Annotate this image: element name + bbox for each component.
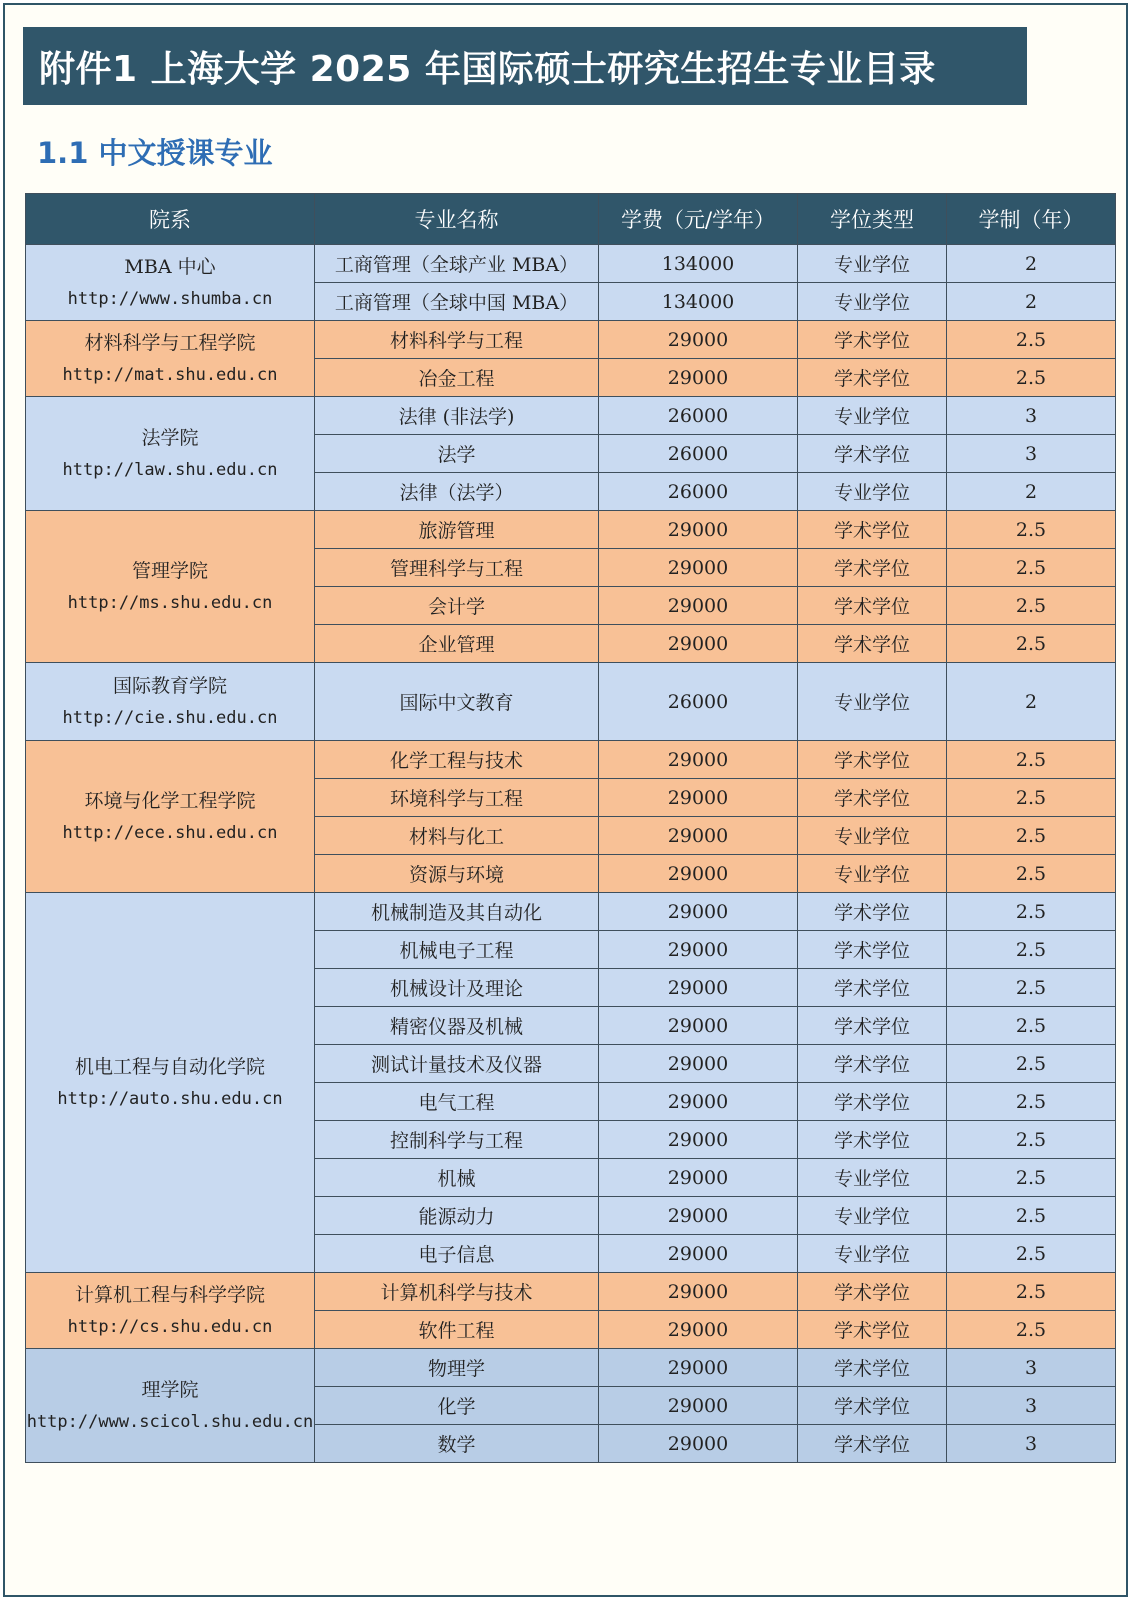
table-row [26,893,1116,931]
tuition-cell: 29000 [599,1235,798,1273]
header-department: 院系 [26,194,315,245]
tuition-cell: 26000 [599,397,798,435]
degree-type-cell: 专业学位 [798,1159,947,1197]
major-name-cell: 电气工程 [315,1083,599,1121]
tuition-cell: 29000 [599,1121,798,1159]
duration-cell: 2.5 [947,1007,1116,1045]
duration-cell: 2.5 [947,893,1116,931]
department-url: http://cs.shu.edu.cn [67,1316,273,1337]
degree-type-cell: 专业学位 [798,817,947,855]
department-url: http://cie.shu.edu.cn [62,707,278,728]
tuition-cell: 29000 [599,511,798,549]
tuition-cell: 26000 [599,435,798,473]
header-major: 专业名称 [315,194,599,245]
department-url: http://ms.shu.edu.cn [67,592,273,613]
tuition-cell: 29000 [599,1349,798,1387]
tuition-cell: 29000 [599,625,798,663]
degree-type-cell: 学术学位 [798,321,947,359]
department-cell [26,245,315,321]
duration-cell: 2.5 [947,1273,1116,1311]
duration-cell: 2.5 [947,817,1116,855]
tuition-cell: 29000 [599,1311,798,1349]
duration-cell: 2.5 [947,931,1116,969]
degree-type-cell: 学术学位 [798,893,947,931]
tuition-cell: 29000 [599,549,798,587]
tuition-cell: 29000 [599,1083,798,1121]
major-name-cell: 工商管理（全球产业 MBA） [315,245,599,283]
duration-cell: 2 [947,473,1116,511]
degree-type-cell: 专业学位 [798,1197,947,1235]
major-name-cell: 机械电子工程 [315,931,599,969]
major-name-cell: 材料与化工 [315,817,599,855]
major-name-cell: 法学 [315,435,599,473]
degree-type-cell: 学术学位 [798,779,947,817]
degree-type-cell: 学术学位 [798,1121,947,1159]
department-cell [26,663,315,741]
degree-type-cell: 学术学位 [798,1311,947,1349]
department-name: 法学院 [141,426,199,449]
duration-cell: 2.5 [947,359,1116,397]
tuition-cell: 29000 [599,1425,798,1463]
tuition-cell: 29000 [599,1007,798,1045]
degree-type-cell: 专业学位 [798,1235,947,1273]
duration-cell: 2.5 [947,969,1116,1007]
tuition-cell: 29000 [599,855,798,893]
degree-type-cell: 专业学位 [798,245,947,283]
tuition-cell: 29000 [599,359,798,397]
tuition-cell: 29000 [599,969,798,1007]
major-name-cell: 国际中文教育 [315,663,599,741]
department-url: http://ece.shu.edu.cn [62,822,278,843]
tuition-cell: 134000 [599,283,798,321]
degree-type-cell: 学术学位 [798,359,947,397]
major-catalog-table [25,193,1116,1463]
department-cell [26,397,315,511]
degree-type-cell: 学术学位 [798,1349,947,1387]
major-name-cell: 软件工程 [315,1311,599,1349]
degree-type-cell: 专业学位 [798,283,947,321]
degree-type-cell: 学术学位 [798,549,947,587]
department-url: http://www.scicol.shu.edu.cn [26,1411,314,1432]
duration-cell: 2 [947,283,1116,321]
major-name-cell: 物理学 [315,1349,599,1387]
duration-cell: 2 [947,663,1116,741]
degree-type-cell: 学术学位 [798,625,947,663]
major-name-cell: 企业管理 [315,625,599,663]
tuition-cell: 29000 [599,1387,798,1425]
tuition-cell: 29000 [599,321,798,359]
degree-type-cell: 学术学位 [798,969,947,1007]
tuition-cell: 29000 [599,779,798,817]
degree-type-cell: 学术学位 [798,1007,947,1045]
department-cell [26,1273,315,1349]
table-header-row [26,194,1116,245]
department-cell [26,1349,315,1463]
duration-cell: 2.5 [947,1045,1116,1083]
tuition-cell: 29000 [599,741,798,779]
duration-cell: 3 [947,397,1116,435]
tuition-cell: 29000 [599,817,798,855]
major-name-cell: 冶金工程 [315,359,599,397]
duration-cell: 2.5 [947,1311,1116,1349]
department-name: 材料科学与工程学院 [84,331,256,354]
major-name-cell: 管理科学与工程 [315,549,599,587]
department-cell [26,511,315,663]
department-url: http://www.shumba.cn [67,288,273,309]
department-name: 理学院 [141,1378,199,1401]
duration-cell: 2.5 [947,1121,1116,1159]
department-name: 环境与化学工程学院 [84,789,256,812]
document-page [3,3,1128,1597]
degree-type-cell: 专业学位 [798,397,947,435]
major-name-cell: 机械制造及其自动化 [315,893,599,931]
major-name-cell: 控制科学与工程 [315,1121,599,1159]
major-name-cell: 化学 [315,1387,599,1425]
duration-cell: 2.5 [947,625,1116,663]
table-row [26,245,1116,283]
degree-type-cell: 专业学位 [798,855,947,893]
degree-type-cell: 学术学位 [798,1425,947,1463]
table-row [26,1349,1116,1387]
duration-cell: 2.5 [947,1235,1116,1273]
document-title: 附件1 上海大学 2025 年国际硕士研究生招生专业目录 [39,48,936,90]
tuition-cell: 134000 [599,245,798,283]
degree-type-cell: 专业学位 [798,473,947,511]
section-heading: 1.1 中文授课专业 [37,136,273,170]
major-name-cell: 旅游管理 [315,511,599,549]
table-row [26,397,1116,435]
tuition-cell: 29000 [599,931,798,969]
degree-type-cell: 学术学位 [798,435,947,473]
duration-cell: 3 [947,1387,1116,1425]
duration-cell: 3 [947,435,1116,473]
duration-cell: 2.5 [947,511,1116,549]
department-name: 国际教育学院 [112,674,227,697]
department-name: 管理学院 [131,559,208,582]
duration-cell: 2.5 [947,1159,1116,1197]
degree-type-cell: 学术学位 [798,741,947,779]
tuition-cell: 29000 [599,1197,798,1235]
table-row [26,321,1116,359]
department-url: http://mat.shu.edu.cn [62,364,278,385]
duration-cell: 2.5 [947,549,1116,587]
department-cell [26,321,315,397]
major-name-cell: 精密仪器及机械 [315,1007,599,1045]
degree-type-cell: 学术学位 [798,1273,947,1311]
degree-type-cell: 学术学位 [798,1387,947,1425]
major-name-cell: 会计学 [315,587,599,625]
tuition-cell: 29000 [599,587,798,625]
department-name: MBA 中心 [124,255,216,278]
major-name-cell: 材料科学与工程 [315,321,599,359]
duration-cell: 2.5 [947,741,1116,779]
major-name-cell: 能源动力 [315,1197,599,1235]
major-name-cell: 资源与环境 [315,855,599,893]
tuition-cell: 29000 [599,1045,798,1083]
major-name-cell: 数学 [315,1425,599,1463]
degree-type-cell: 学术学位 [798,511,947,549]
degree-type-cell: 学术学位 [798,931,947,969]
department-url: http://law.shu.edu.cn [62,459,278,480]
table-row [26,511,1116,549]
department-name: 机电工程与自动化学院 [74,1055,265,1078]
duration-cell: 2.5 [947,1083,1116,1121]
department-cell [26,893,315,1273]
duration-cell: 3 [947,1425,1116,1463]
major-name-cell: 化学工程与技术 [315,741,599,779]
major-name-cell: 机械 [315,1159,599,1197]
degree-type-cell: 学术学位 [798,1045,947,1083]
major-name-cell: 法律 (非法学) [315,397,599,435]
department-url: http://auto.shu.edu.cn [57,1088,283,1109]
table-row [26,663,1116,741]
tuition-cell: 26000 [599,473,798,511]
title-banner [23,27,1027,105]
duration-cell: 2.5 [947,321,1116,359]
major-name-cell: 计算机科学与技术 [315,1273,599,1311]
department-cell [26,741,315,893]
major-name-cell: 电子信息 [315,1235,599,1273]
major-name-cell: 工商管理（全球中国 MBA） [315,283,599,321]
duration-cell: 3 [947,1349,1116,1387]
major-name-cell: 法律（法学） [315,473,599,511]
tuition-cell: 29000 [599,1273,798,1311]
major-name-cell: 测试计量技术及仪器 [315,1045,599,1083]
degree-type-cell: 学术学位 [798,1083,947,1121]
duration-cell: 2.5 [947,855,1116,893]
tuition-cell: 26000 [599,663,798,741]
tuition-cell: 29000 [599,1159,798,1197]
duration-cell: 2 [947,245,1116,283]
tuition-cell: 29000 [599,893,798,931]
header-duration: 学制（年） [947,194,1116,245]
degree-type-cell: 学术学位 [798,587,947,625]
major-name-cell: 机械设计及理论 [315,969,599,1007]
table-row [26,741,1116,779]
duration-cell: 2.5 [947,1197,1116,1235]
header-degree-type: 学位类型 [798,194,947,245]
table-body [26,245,1116,1463]
duration-cell: 2.5 [947,779,1116,817]
degree-type-cell: 专业学位 [798,663,947,741]
major-name-cell: 环境科学与工程 [315,779,599,817]
duration-cell: 2.5 [947,587,1116,625]
header-tuition: 学费（元/学年） [599,194,798,245]
department-name: 计算机工程与科学学院 [74,1283,265,1306]
table-row [26,1273,1116,1311]
